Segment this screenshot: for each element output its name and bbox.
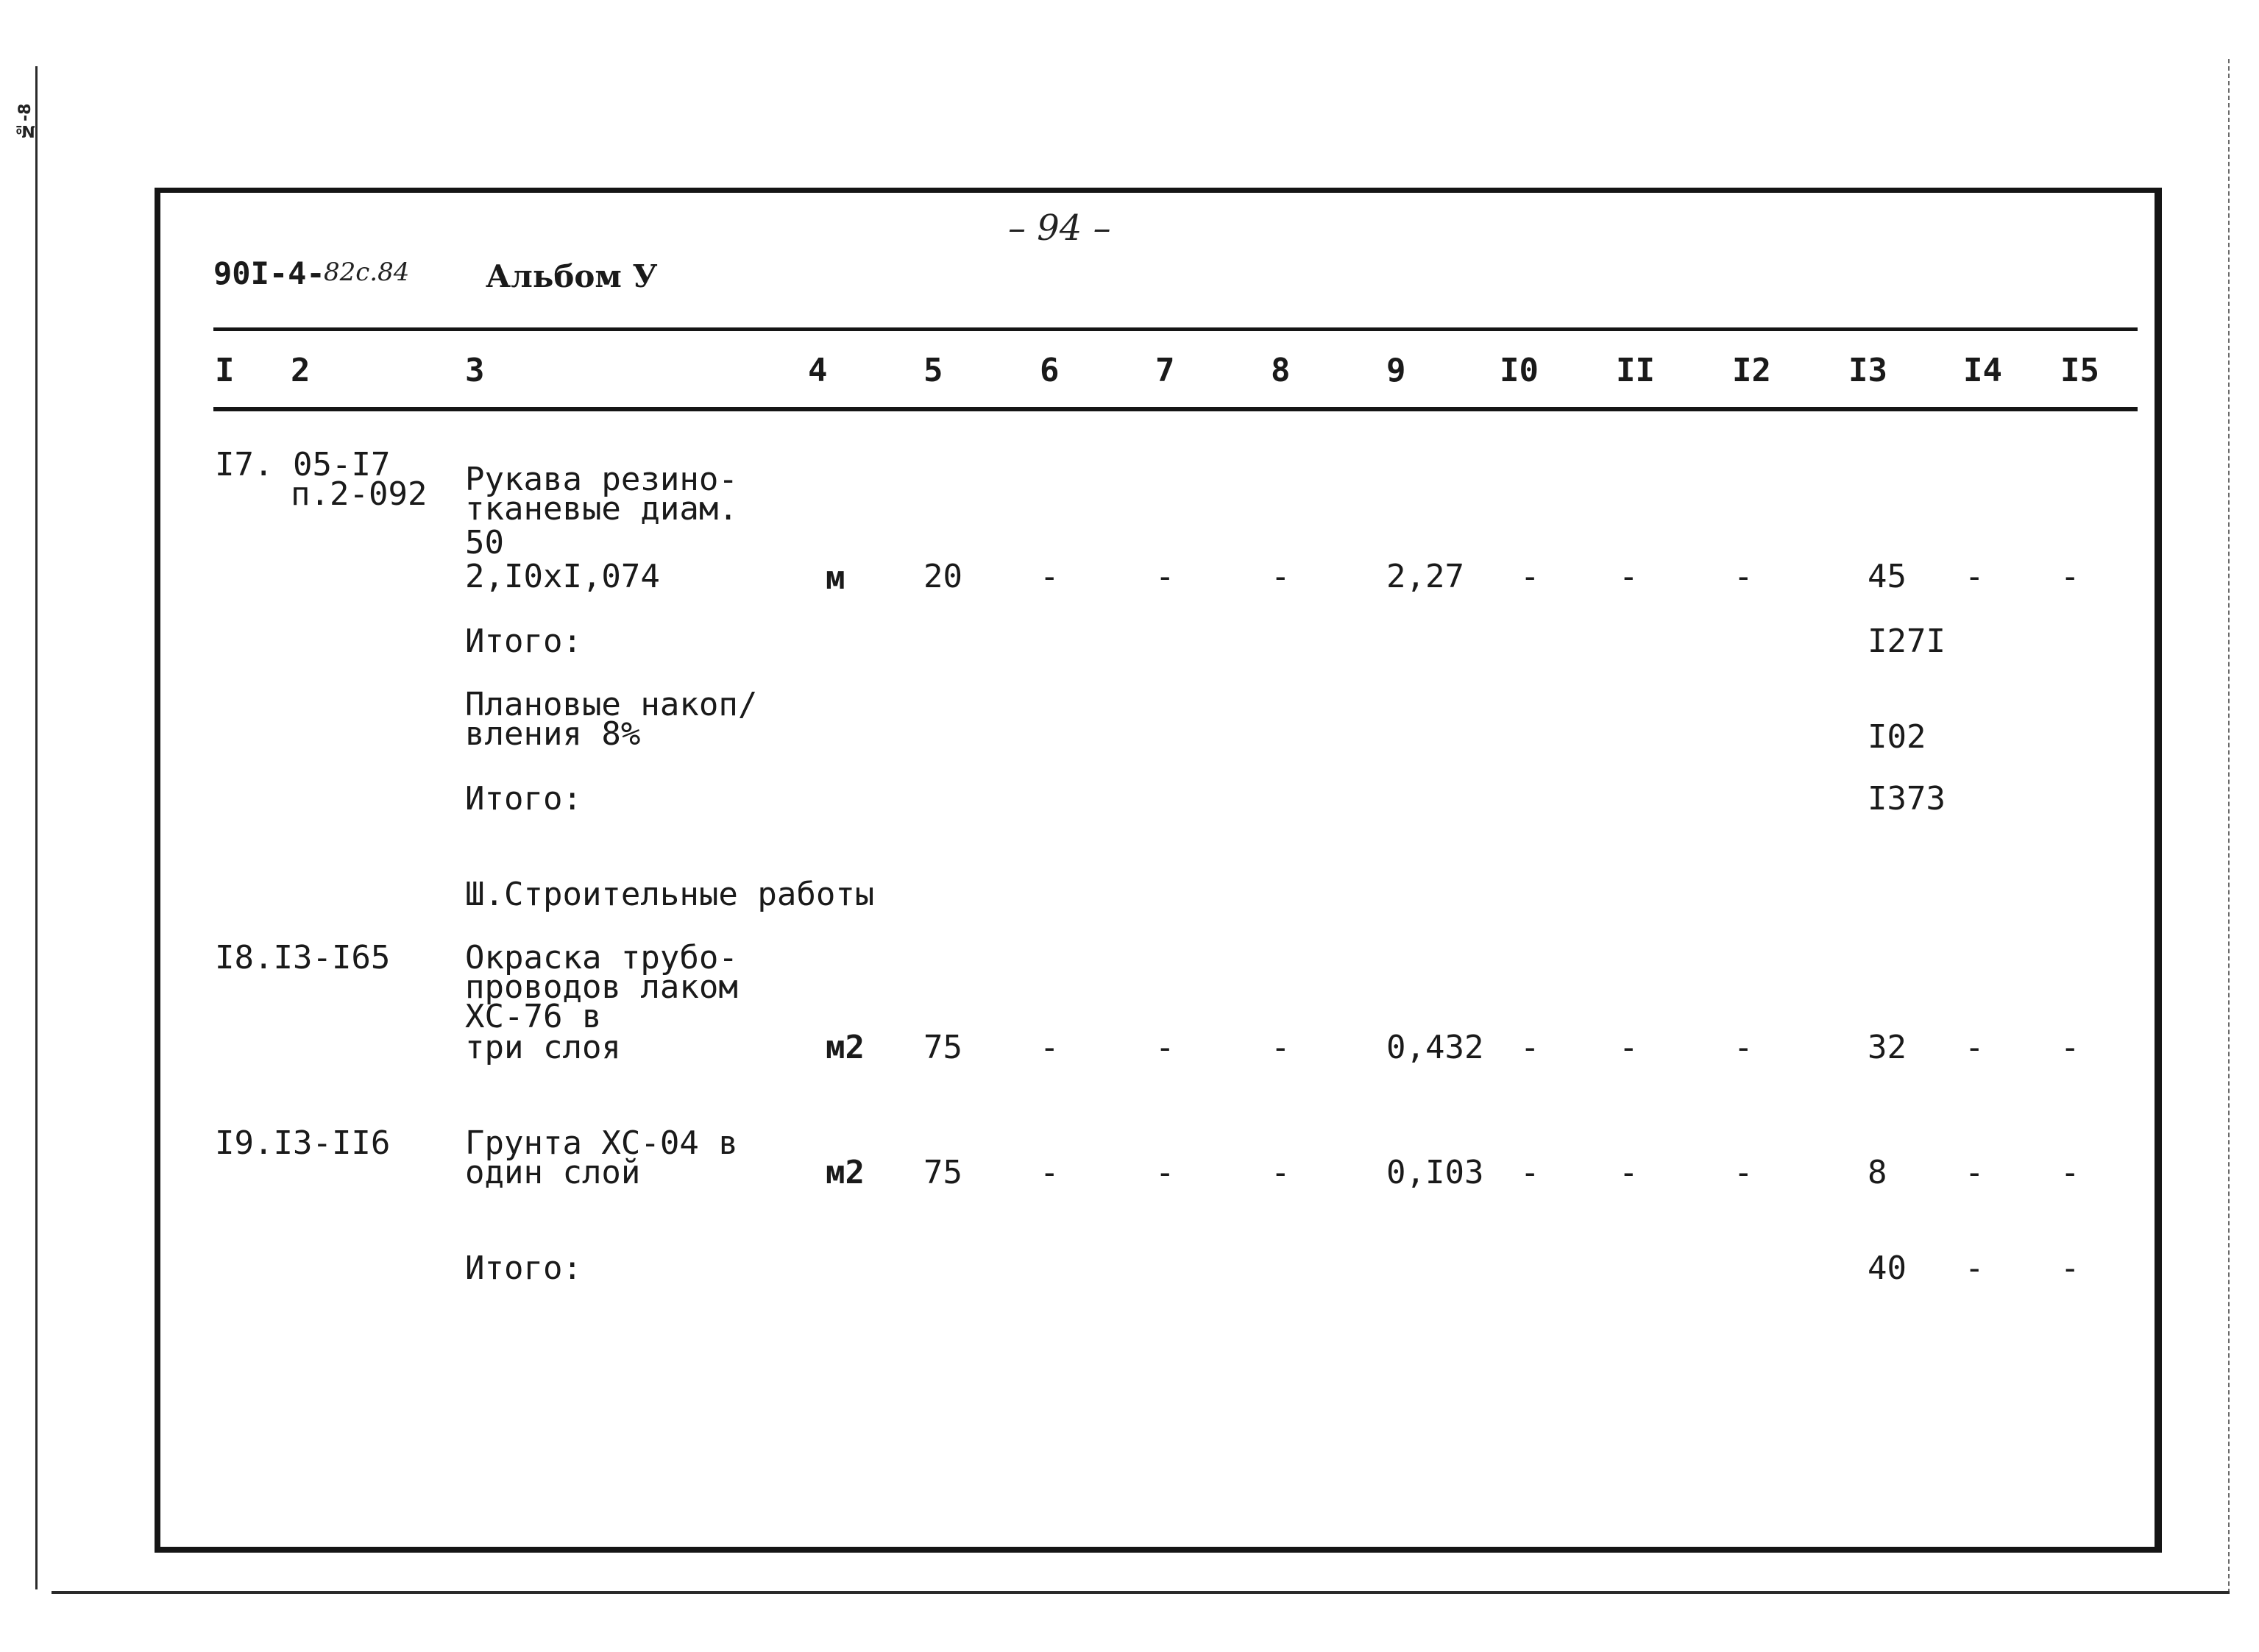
row-cell: - (1040, 1154, 1060, 1191)
column-header: I3 (1848, 352, 1887, 389)
row-cell: - (1520, 1154, 1540, 1191)
row-code: 05-I7 (293, 446, 391, 483)
header-top-rule (213, 327, 2138, 331)
row-name-line: ХС-76 в (465, 998, 602, 1035)
row-total: 8 (1868, 1154, 1887, 1191)
row-name-line: Грунта ХС-04 в (465, 1124, 738, 1162)
subtotal-value: I373 (1868, 780, 1946, 818)
row-name-line: три слоя (465, 1029, 621, 1066)
subtotal-label: Итого: (465, 780, 582, 818)
row-total: 45 (1868, 558, 1907, 595)
row-price: 0,432 (1386, 1029, 1484, 1066)
column-header: 4 (808, 352, 828, 389)
column-header: I5 (2060, 352, 2099, 389)
column-header: I4 (1963, 352, 2002, 389)
row-cell: - (1520, 558, 1540, 595)
column-header: 3 (465, 352, 485, 389)
row-cell: - (1155, 558, 1175, 595)
subtotal-label: Итого: (465, 623, 582, 660)
row-cell: - (1520, 1029, 1540, 1066)
row-name-line: проводов лаком (465, 968, 738, 1006)
column-header: 9 (1386, 352, 1406, 389)
row-code: I8.I3-I65 (215, 939, 391, 976)
row-unit: м2 (826, 1029, 865, 1066)
row-cell: - (1271, 1154, 1291, 1191)
row-price: 2,27 (1386, 558, 1464, 595)
planned-label-line: Плановые накоп/ (465, 686, 758, 723)
section-heading: Ш.Строительные работы (465, 876, 875, 913)
row-unit: м (826, 559, 845, 597)
row-name-line: Окраска трубо- (465, 939, 738, 976)
row-cell: - (1619, 1029, 1639, 1066)
row-cell: - (1271, 1029, 1291, 1066)
column-header: 5 (923, 352, 943, 389)
table-frame (155, 188, 2162, 1553)
row-total: 32 (1868, 1029, 1907, 1066)
row-cell: - (1619, 558, 1639, 595)
column-header: 7 (1155, 352, 1175, 389)
row-name-line: один слой (465, 1154, 641, 1191)
document-code-handwritten: 82с.84 (324, 258, 410, 287)
row-quantity: 75 (923, 1029, 962, 1066)
row-quantity: 75 (923, 1154, 962, 1191)
column-header: 6 (1040, 352, 1060, 389)
row-cell: - (2060, 1029, 2080, 1066)
row-code: I9.I3-II6 (215, 1124, 391, 1162)
row-cell: - (1965, 558, 1985, 595)
side-margin-mark: №-8 (16, 103, 35, 140)
row-cell: - (1965, 1029, 1985, 1066)
row-name-line: Рукава резино- (465, 461, 738, 498)
column-header: I (215, 352, 235, 389)
row-name-line: тканевые диам. (465, 490, 738, 528)
planned-label-line: вления 8% (465, 715, 641, 753)
subtotal-label: Итого: (465, 1249, 582, 1287)
header-bottom-rule (213, 407, 2138, 411)
subtotal-value: 40 (1868, 1249, 1907, 1287)
row-cell: - (1734, 1029, 1753, 1066)
row-cell: - (1965, 1154, 1985, 1191)
row-cell: - (1734, 1154, 1753, 1191)
row-cell: - (1155, 1029, 1175, 1066)
row-cell: - (2060, 1154, 2080, 1191)
document-code: 90I-4- (213, 255, 325, 291)
page-number: – 94 – (1008, 208, 1111, 249)
row-cell: - (1965, 1249, 1985, 1287)
column-header: II (1616, 352, 1655, 389)
row-price: 0,I03 (1386, 1154, 1484, 1191)
row-name-line: 50 (465, 524, 504, 561)
row-number: I7. (215, 446, 274, 483)
page-edge-left (35, 66, 38, 1589)
row-cell: - (1271, 558, 1291, 595)
column-header: 8 (1271, 352, 1291, 389)
row-cell: - (2060, 558, 2080, 595)
row-code-suffix: п.2-092 (291, 475, 428, 513)
row-cell: - (1040, 1029, 1060, 1066)
row-quantity: 20 (923, 558, 962, 595)
page-edge-right (2228, 59, 2231, 1593)
row-cell: - (1040, 558, 1060, 595)
subtotal-value: I27I (1868, 623, 1946, 660)
row-name-line: 2,I0xI,074 (465, 558, 660, 595)
row-unit: м2 (826, 1154, 865, 1191)
row-cell: - (1619, 1154, 1639, 1191)
column-header: I2 (1732, 352, 1771, 389)
row-cell: - (1155, 1154, 1175, 1191)
album-title: Альбом У (486, 258, 658, 294)
row-cell: - (1734, 558, 1753, 595)
row-cell: - (2060, 1249, 2080, 1287)
page-edge-bottom (52, 1591, 2230, 1594)
column-header: I0 (1500, 352, 1539, 389)
planned-value: I02 (1868, 718, 1926, 756)
column-header: 2 (291, 352, 311, 389)
